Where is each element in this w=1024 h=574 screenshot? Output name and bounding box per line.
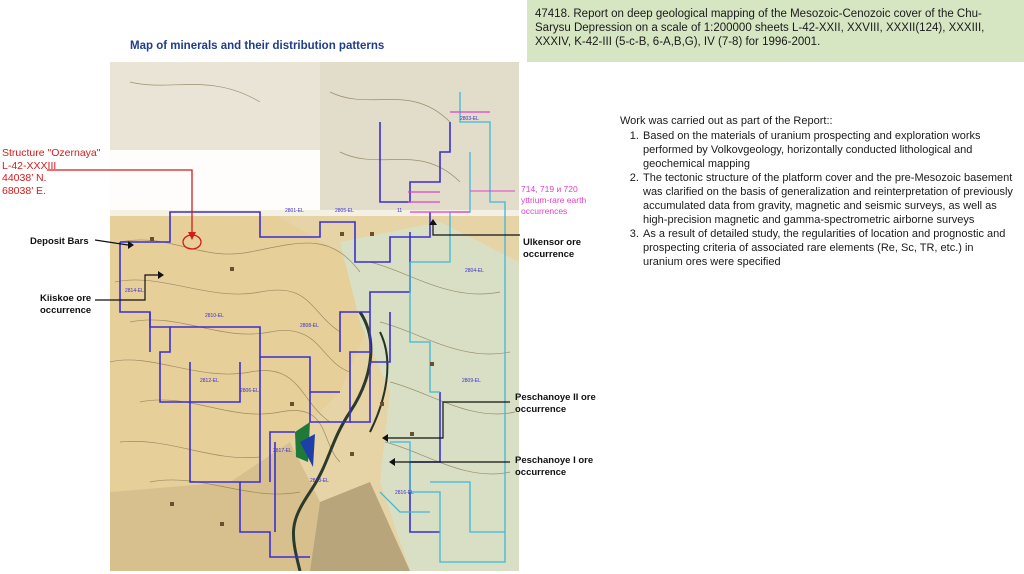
report-header-text: 47418. Report on deep geological mapping of the Mesozoic-Cenozoic cover of the Chu-Sarysu Depression on a scale of 1:200000 sheets L-42-XXII, XXVIII, XXXII(124), XXXIII, XXXIV, K-42-III (5-c-B, 6-A,B,G), IV (7-8) for 1996-2001. (535, 8, 985, 48)
label-line: 714, 719 и 720 (521, 184, 578, 194)
map-title: Map of minerals and their distribution patterns (130, 40, 385, 52)
deposit-bars-label: Deposit Bars (30, 236, 89, 247)
report-item: 2. The tectonic structure of the platform cover and the pre-Mesozoic basement was clarified on the basis of generalization and reinterpretation of previously accumulated data from gravity, magnetic and seismic surveys, as well as high-precision magnetic and gamma-spectrometric airborne surveys (642, 171, 1015, 227)
sheet-label: 2804-EL (465, 268, 484, 274)
report-item: 1. Based on the materials of uranium prospecting and exploration works performed by Volkovgeology, horizontally conducted lithological and geochemical mapping (642, 129, 1015, 171)
sheet-label: 2803-EL (460, 116, 479, 122)
label-line: Peschanoye II ore (515, 392, 596, 403)
label-line: Structure "Ozernaya" (2, 147, 101, 159)
label-line: occurrence (40, 305, 92, 316)
sheet-label: 2810-EL (205, 313, 224, 319)
peschanoye-2-label (515, 392, 596, 416)
report-header (527, 0, 1024, 62)
label-line: Ulkensor ore (523, 237, 582, 248)
report-intro: Work was carried out as part of the Report:: (620, 115, 833, 127)
sheet-label: 2808-EL (300, 323, 319, 329)
ozernaya-structure-label (2, 147, 101, 197)
kiiskoe-label (40, 293, 91, 317)
sheet-label: 2813-EL (310, 478, 329, 484)
label-line: Kiiskoe ore (40, 293, 92, 304)
sheet-label: 2801-EL (285, 208, 304, 214)
label-line: L-42-XXXIII (2, 159, 57, 172)
report-description (620, 114, 1015, 269)
report-item: 3. As a result of detailed study, the regularities of location and prognostic and prospecting criteria of associated rare elements (Re, Sc, TR, etc.) in uranium ores were specified (642, 227, 1015, 269)
label-line: 44038’ N. (2, 172, 47, 184)
sheet-label: 11 (397, 208, 403, 214)
label-line: Peschanoye I ore (515, 455, 594, 466)
sheet-label: 2812-EL (200, 378, 219, 384)
report-list (620, 129, 1015, 269)
sheet-label: 2817-EL (273, 448, 292, 454)
label-line: 68038’ E. (2, 184, 46, 197)
sheet-label: 2816-EL (395, 490, 414, 496)
geological-map (110, 62, 519, 571)
map-graphic (110, 62, 519, 571)
sheet-label: 2814-EL (125, 288, 144, 294)
sheet-label: 2806-EL (240, 388, 259, 394)
sheet-label: 2805-EL (335, 208, 354, 214)
label-line: occurrence (523, 249, 575, 260)
peschanoye-1-label (515, 455, 593, 479)
sheet-label: 2809-EL (462, 378, 481, 384)
label-line: yttrium-rare earth (521, 195, 587, 205)
label-line: occurrence (515, 467, 567, 478)
label-line: occurrence (515, 404, 567, 415)
ulkensor-label (523, 237, 581, 261)
label-line: occurrences (521, 206, 568, 216)
yttrium-occurrences-label (521, 184, 591, 217)
